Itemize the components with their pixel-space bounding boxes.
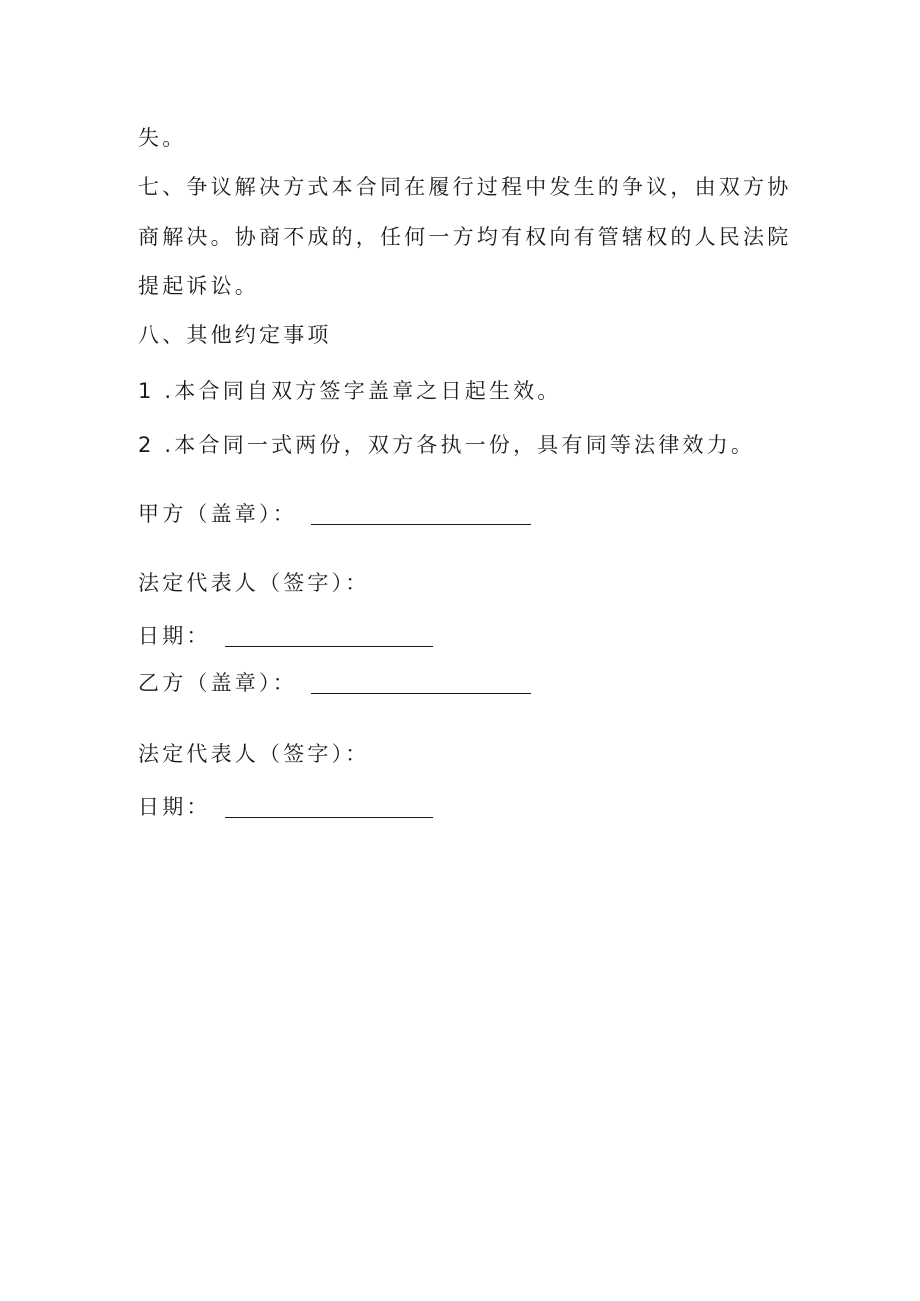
section-heading-other: 八、其他约定事项 [138,323,332,347]
clause-copies: 2 .本合同一式两份，双方各执一份，具有同等法律效力。 [138,433,756,457]
party-b-seal-label: 乙方（盖章）： [138,671,297,695]
party-a-date-row [138,622,433,649]
party-b-seal-row [138,669,531,696]
party-b-rep-label: 法定代表人（签字）： [138,742,370,766]
paragraph-loss-ending: 失。 [138,126,187,150]
clause-effective: 1 .本合同自双方签字盖章之日起生效。 [138,379,562,403]
paragraph-dispute-line-2: 商解决。协商不成的，任何一方均有权向有管辖权的人民法院 [138,225,792,249]
party-a-seal-row [138,500,531,527]
party-a-rep-label: 法定代表人（签字）： [138,571,370,595]
party-b-date-label: 日期： [138,795,211,819]
party-b-seal-blank[interactable] [311,673,531,694]
party-a-date-label: 日期： [138,624,211,648]
party-a-seal-blank[interactable] [311,504,531,525]
paragraph-dispute-line-1: 七、争议解决方式本合同在履行过程中发生的争议，由双方协 [138,175,792,199]
party-b-date-blank[interactable] [225,797,433,818]
paragraph-dispute-line-3: 提起诉讼。 [138,274,259,298]
party-b-date-row [138,793,433,820]
party-a-date-blank[interactable] [225,626,433,647]
party-a-seal-label: 甲方（盖章）： [138,502,297,526]
